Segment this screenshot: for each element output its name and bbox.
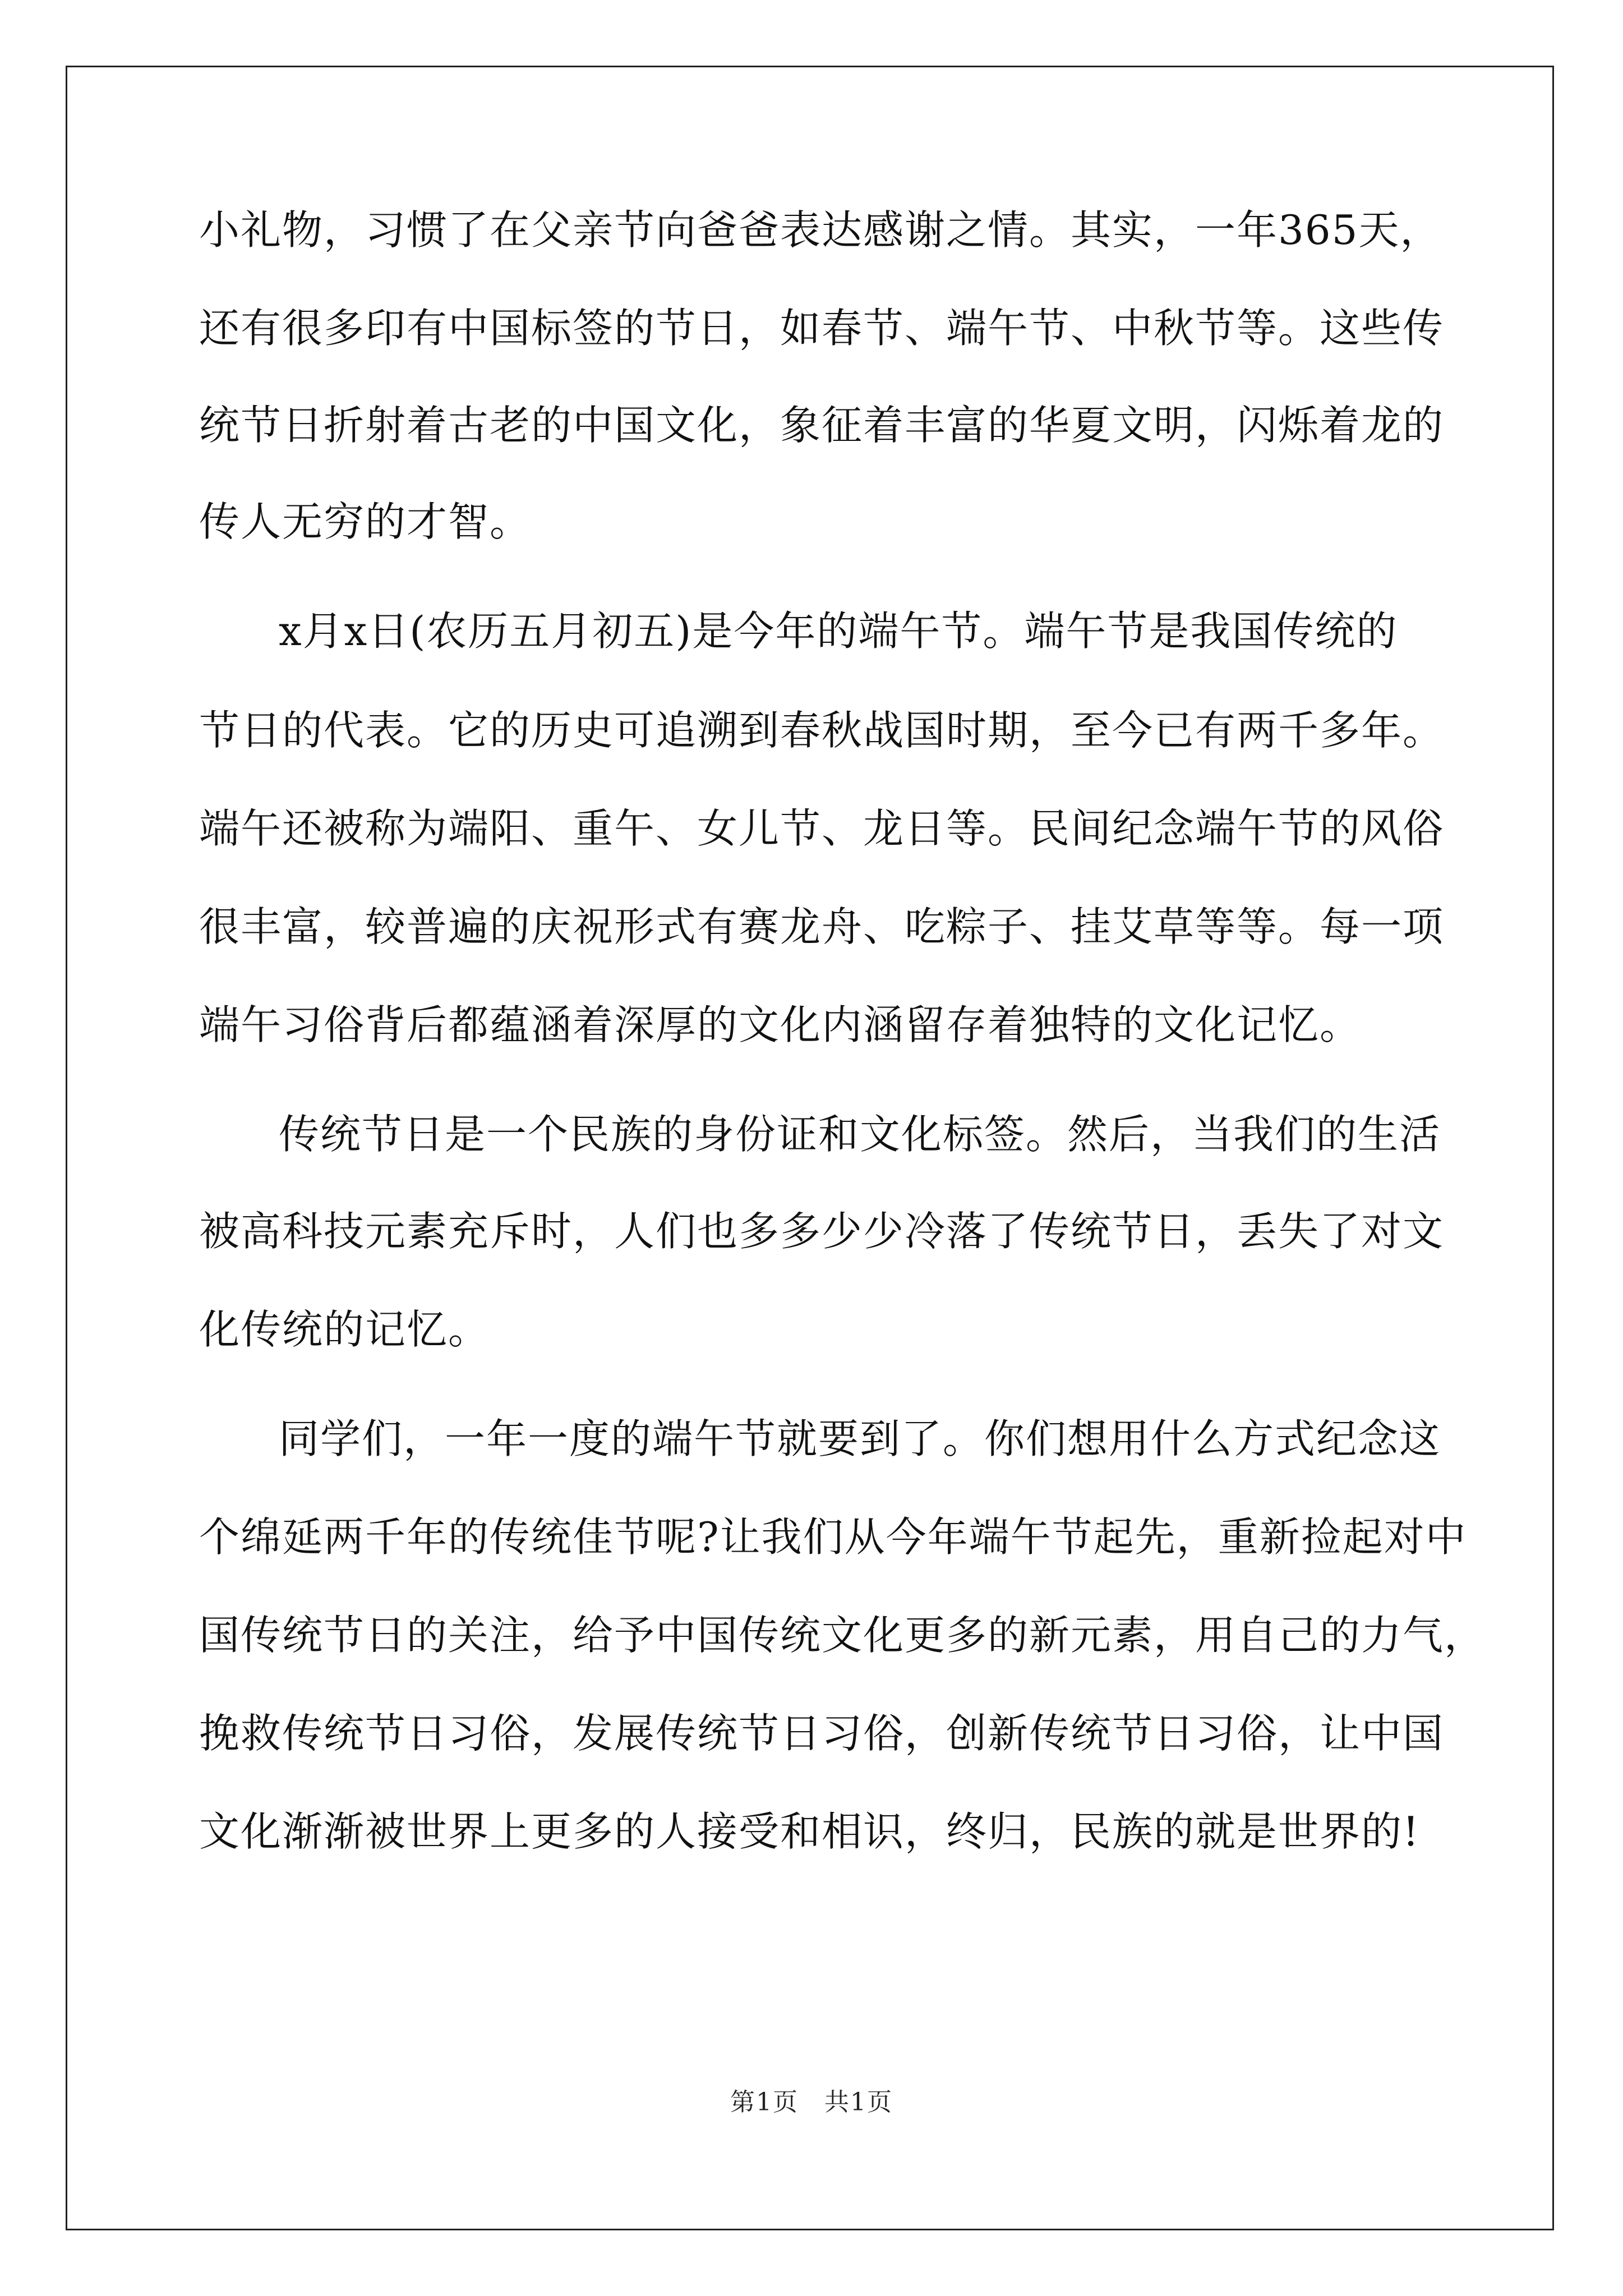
text-line: 文化渐渐被世界上更多的人接受和相识，终归，民族的就是世界的! — [199, 1808, 1420, 1855]
text-line: 国传统节日的关注，给予中国传统文化更多的新元素，用自己的力气， — [199, 1612, 1486, 1659]
text-line: 端午还被称为端阳、重午、女儿节、龙日等。民间纪念端午节的风俗 — [199, 805, 1445, 852]
text-line: 挽救传统节日习俗，发展传统节日习俗，创新传统节日习俗，让中国 — [199, 1710, 1445, 1757]
page-number-footer: 第1页 共1页 — [730, 2088, 893, 2116]
text-line: 被高科技元素充斥时，人们也多多少少冷落了传统节日，丢失了对文 — [199, 1208, 1445, 1255]
text-line: 节日的代表。它的历史可追溯到春秋战国时期，至今已有两千多年。 — [199, 707, 1445, 754]
text-line: 端午习俗背后都蕴涵着深厚的文化内涵留存着独特的文化记忆。 — [199, 1001, 1362, 1048]
text-line: 小礼物，习惯了在父亲节向爸爸表达感谢之情。其实，一年365天， — [199, 206, 1442, 254]
text-line: 很丰富，较普遍的庆祝形式有赛龙舟、吃粽子、挂艾草等等。每一项 — [199, 903, 1445, 950]
text-line: 统节日折射着古老的中国文化，象征着丰富的华夏文明，闪烁着龙的 — [199, 402, 1445, 449]
paragraph-start-line: 传统节日是一个民族的身份证和文化标签。然后，当我们的生活 — [279, 1111, 1441, 1158]
text-line: 化传统的记忆。 — [199, 1306, 490, 1353]
text-line: 个绵延两千年的传统佳节呢?让我们从今年端午节起先，重新捡起对中 — [199, 1513, 1467, 1561]
paragraph-start-line: 同学们，一年一度的端午节就要到了。你们想用什么方式纪念这 — [279, 1415, 1441, 1462]
text-line: 还有很多印有中国标签的节日，如春节、端午节、中秋节等。这些传 — [199, 305, 1445, 352]
text-line: 传人无穷的才智。 — [199, 498, 532, 545]
paragraph-start-line: x月x日(农历五月初五)是今年的端午节。端午节是我国传统的 — [279, 608, 1398, 655]
